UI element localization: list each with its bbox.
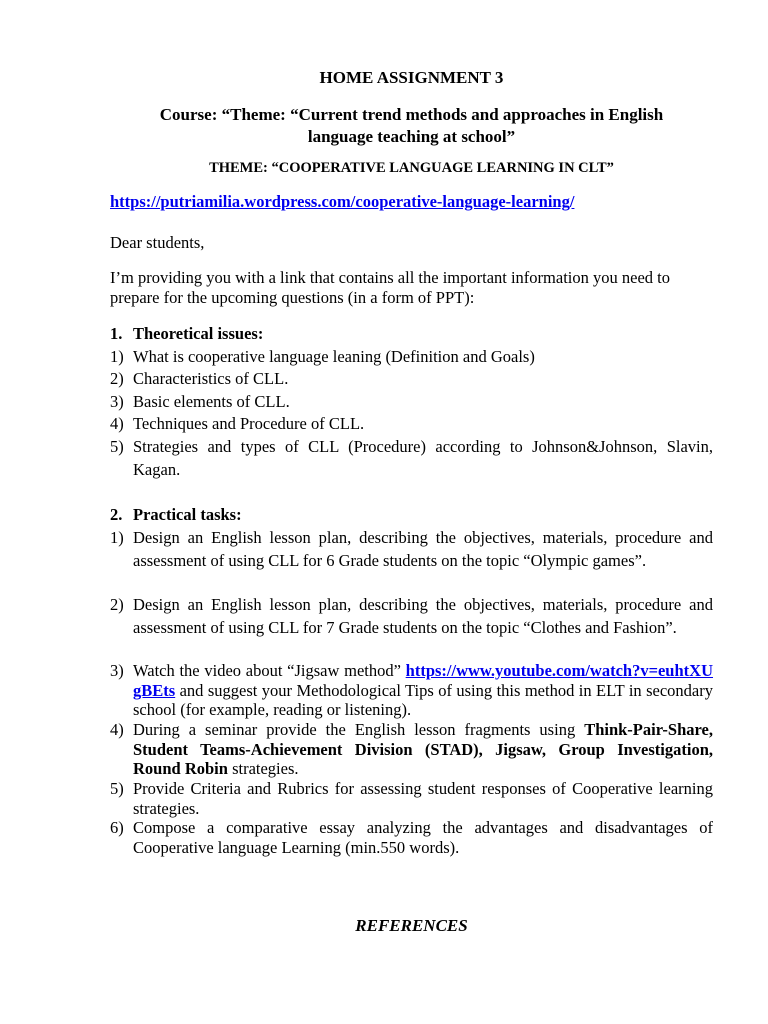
assignment-title: HOME ASSIGNMENT 3 — [319, 68, 504, 87]
main-link-line — [110, 192, 713, 212]
list-item: 1) What is cooperative language leaning (Definition and Goals) — [110, 347, 535, 366]
list-item: 4) Techniques and Procedure of CLL. — [110, 414, 365, 433]
list-item: 5) Strategies and types of CLL (Procedure) according to Johnson&Johnson, Slavin, Kagan. — [110, 437, 713, 479]
intro-paragraph: I’m providing you with a link that contains all the important information you need to prepare for the upcoming questions (in a form of PPT): — [110, 268, 670, 307]
section-1-heading — [110, 323, 713, 346]
section-1-heading-text: Theoretical issues: — [133, 324, 264, 343]
main-resource-link[interactable]: https://putriamilia.wordpress.com/cooperative-language-learning/ — [110, 192, 575, 211]
section-2-heading — [110, 504, 713, 527]
list-item: 3) Watch the video about “Jigsaw method” https://www.youtube.com/watch?v=euhtXUgBEts and suggest your Methodological Tips of using this method in ELT in secondary school (for example, reading or listening). — [110, 661, 713, 719]
list-item: 5) Provide Criteria and Rubrics for assessing student responses of Cooperative learning strategies. — [110, 779, 713, 818]
jigsaw-video-link[interactable]: https://www.youtube.com/watch?v=euhtXUgBEts — [133, 661, 713, 700]
course-title-line-1: Course: “Theme: “Current trend methods and approaches in English — [159, 105, 664, 124]
section-1-number: 1. — [110, 324, 123, 343]
references-heading: REFERENCES — [355, 916, 468, 935]
list-item: 3) Basic elements of CLL. — [110, 392, 290, 411]
list-item: 1) Design an English lesson plan, describing the objectives, materials, procedure and assessment of using CLL for 6 Grade students on the topic “Olympic games”. — [110, 528, 713, 570]
list-item: 2) Design an English lesson plan, describing the objectives, materials, procedure and assessment of using CLL for 7 Grade students on the topic “Clothes and Fashion”. — [110, 595, 713, 637]
list-item: 4) During a seminar provide the English lesson fragments using Think-Pair-Share, Student Teams-Achievement Division (STAD), Jigsaw, Group Investigation, Round Robin strategies. — [110, 720, 713, 778]
section-2-heading-text: Practical tasks: — [133, 505, 242, 524]
course-title — [110, 104, 713, 148]
list-item: 2) Characteristics of CLL. — [110, 369, 289, 388]
section-2-number: 2. — [110, 505, 123, 524]
course-title-line-2: language teaching at school” — [307, 127, 516, 146]
greeting: Dear students, — [110, 233, 205, 252]
list-item: 6) Compose a comparative essay analyzing the advantages and disadvantages of Cooperative language Learning (min.550 words). — [110, 818, 713, 857]
theme-heading: THEME: “COOPERATIVE LANGUAGE LEARNING IN CLT” — [209, 160, 614, 176]
